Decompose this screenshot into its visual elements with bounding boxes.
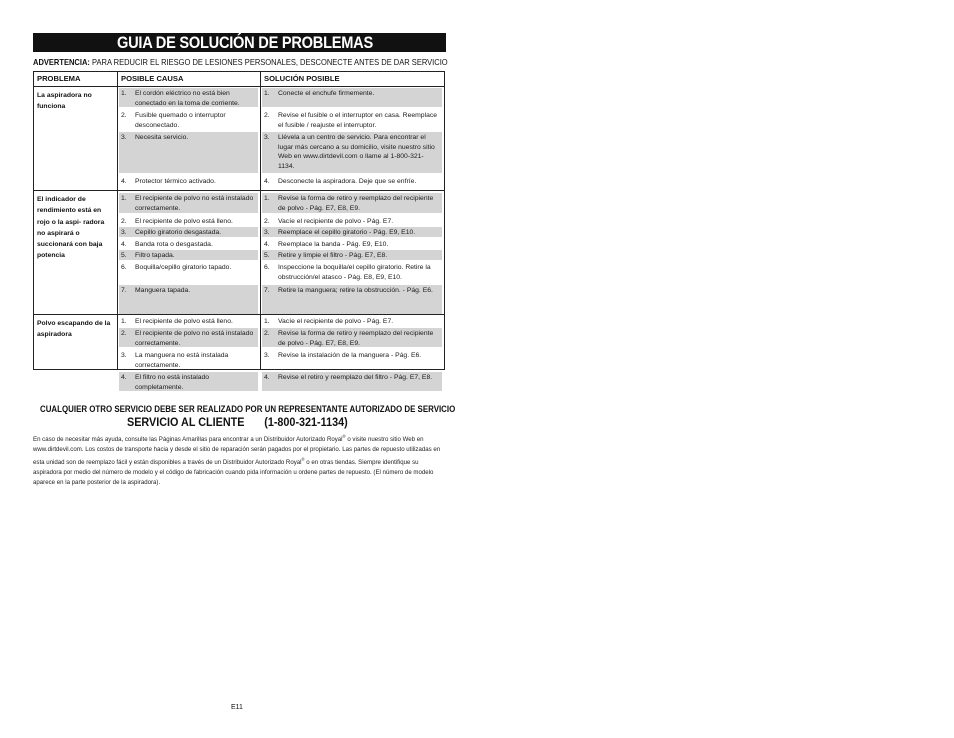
cause-cell [119, 372, 258, 391]
item-number: 1. [121, 90, 127, 97]
cause-cell [119, 193, 258, 213]
item-number: 1. [121, 318, 127, 325]
cause-text: Manguera tapada. [135, 287, 191, 294]
warning-label: ADVERTENCIA: [33, 58, 90, 67]
item-number: 1. [264, 90, 270, 97]
cause-cell [119, 132, 258, 173]
solution-text: Reemplace el cepillo giratorio - Pág. E9, E10. [278, 229, 416, 236]
cause-cell [119, 216, 258, 226]
solution-cell [262, 262, 442, 282]
service-notice: CUALQUIER OTRO SERVICIO DEBE SER REALIZADO POR UN REPRESENTANTE AUTORIZADO DE SERVICIO [40, 404, 456, 414]
cause-text: Boquilla/cepillo giratorio tapado. [135, 264, 232, 271]
cause-text: El recipiente de polvo no está instalado correctamente. [135, 195, 254, 212]
solution-text: Vacíe el recipiente de polvo - Pág. E7. [278, 218, 394, 225]
item-number: 2. [121, 218, 127, 225]
header-problem: PROBLEMA [37, 74, 81, 83]
page-title: GUIA DE SOLUCIÓN DE PROBLEMAS [117, 33, 373, 52]
solution-text: Revise la forma de retiro y reemplazo del recipiente de polvo - Pág. E7, E8, E9. [278, 330, 434, 347]
registered-mark: ® [301, 457, 305, 463]
service-paragraph-part-2: o visite nuestro sitio Web en www.dirtdevil.com. Los costos de transporte hacia y desde el sitio de reparación serán pagados por el propietario. Las partes de repuesto utilizadas en esta unidad son de reemplazo fácil y están disponibles a través de un Distribuidor Autorizado Royal [33, 436, 441, 467]
header-solution: SOLUCIÓN POSIBLE [264, 74, 340, 83]
solution-text: Inspeccione la boquilla/el cepillo giratorio. Retire la obstrucción/el atasco - Pág. E8, E9, E10. [278, 264, 431, 281]
problem-cell: El indicador de rendimiento está en rojo o la aspi- radora no aspirará o succionará con baja potencia [37, 196, 105, 260]
table-rule [34, 190, 444, 191]
item-number: 2. [264, 330, 270, 337]
item-number: 5. [264, 252, 270, 259]
solution-cell [262, 216, 442, 226]
cause-cell [119, 227, 258, 237]
table-rule [34, 314, 444, 315]
solution-cell [262, 285, 442, 314]
cause-cell [119, 328, 258, 347]
cause-text: El recipiente de polvo está lleno. [135, 218, 233, 225]
solution-text: Vacíe el recipiente de polvo - Pág. E7. [278, 318, 394, 325]
solution-cell [262, 110, 442, 129]
solution-text: Llévela a un centro de servicio. Para encontrar el lugar más cercano a su domicilio, visite nuestro sitio Web en www.dirtdevil.com o llame al 1-800-321-1134. [278, 134, 435, 170]
solution-cell [262, 239, 442, 249]
item-number: 1. [264, 318, 270, 325]
cause-cell [119, 239, 258, 249]
solution-cell [262, 372, 442, 391]
solution-cell [262, 132, 442, 173]
table-rule [260, 72, 261, 369]
solution-cell [262, 250, 442, 260]
customer-service-phone: (1-800-321-1134) [264, 415, 348, 429]
cause-text: Necesita servicio. [135, 134, 189, 141]
cause-cell [119, 285, 258, 314]
table-rule [117, 72, 118, 369]
item-number: 7. [121, 287, 127, 294]
item-number: 3. [121, 229, 127, 236]
service-paragraph-part-3: o en otras tiendas. Siempre identifique su aspiradora por medio del número de modelo y el código de fabricación cuando pida información u ordene partes de repuesto. (El número de modelo aparece en la parte posterior de la aspiradora). [33, 459, 434, 487]
cause-cell [119, 110, 258, 129]
item-number: 4. [121, 374, 127, 381]
item-number: 1. [264, 195, 270, 202]
customer-service [127, 415, 348, 429]
cause-text: Cepillo giratorio desgastada. [135, 229, 222, 236]
item-number: 4. [264, 178, 270, 185]
solution-text: Retire la manguera; retire la obstrucción. - Pág. E6. [278, 287, 433, 294]
solution-cell [262, 316, 442, 326]
solution-cell [262, 350, 442, 369]
title-bar [33, 33, 446, 52]
registered-mark: ® [342, 434, 346, 439]
item-number: 7. [264, 287, 270, 294]
cause-text: Protector térmico activado. [135, 178, 216, 185]
header-cause: POSIBLE CAUSA [121, 74, 184, 83]
cause-text: Fusible quemado o interruptor desconectado. [135, 112, 226, 129]
warning-line [33, 57, 448, 68]
solution-cell [262, 328, 442, 347]
cause-text: El filtro no está instalado completamente. [135, 374, 210, 391]
solution-text: Reemplace la banda - Pág. E9, E10. [278, 241, 389, 248]
service-paragraph [33, 432, 445, 488]
item-number: 3. [264, 134, 270, 141]
item-number: 2. [121, 330, 127, 337]
item-number: 3. [264, 352, 270, 359]
problem-cell: La aspiradora no funciona [37, 92, 92, 111]
solution-text: Revise la forma de retiro y reemplazo del recipiente de polvo - Pág. E7, E8, E9. [278, 195, 434, 212]
solution-cell [262, 88, 442, 107]
solution-cell [262, 227, 442, 237]
cause-cell [119, 250, 258, 260]
service-paragraph-part-1: En caso de necesitar más ayuda, consulte las Páginas Amarillas para encontrar a un Distribuidor Autorizado Royal [33, 436, 343, 444]
solution-cell [262, 193, 442, 213]
item-number: 2. [121, 112, 127, 119]
item-number: 4. [264, 374, 270, 381]
cause-cell [119, 262, 258, 282]
solution-text: Retire y limpie el filtro - Pág. E7, E8. [278, 252, 388, 259]
cause-text: Banda rota o desgastada. [135, 241, 213, 248]
item-number: 6. [121, 264, 127, 271]
item-number: 4. [264, 241, 270, 248]
item-number: 6. [264, 264, 270, 271]
solution-cell [262, 176, 442, 190]
item-number: 4. [121, 241, 127, 248]
item-number: 2. [264, 112, 270, 119]
item-number: 4. [121, 178, 127, 185]
cause-text: El recipiente de polvo está lleno. [135, 318, 233, 325]
cause-cell [119, 176, 258, 190]
cause-text: El cordón eléctrico no está bien conectado en la toma de corriente. [135, 90, 240, 107]
solution-text: Revise el retiro y reemplazo del filtro - Pág. E7, E8. [278, 374, 433, 381]
warning-text: PARA REDUCIR EL RIESGO DE LESIONES PERSONALES, DESCONECTE ANTES DE DAR SERVICIO [89, 58, 448, 67]
cause-text: Filtro tapada. [135, 252, 175, 259]
troubleshooting-table [33, 71, 445, 391]
item-number: 3. [121, 352, 127, 359]
cause-cell [119, 350, 258, 369]
item-number: 2. [264, 218, 270, 225]
cause-text: El recipiente de polvo no está instalado correctamente. [135, 330, 254, 347]
cause-cell [119, 316, 258, 326]
solution-text: Revise la instalación de la manguera - Pág. E6. [278, 352, 422, 359]
cause-cell [119, 88, 258, 107]
item-number: 3. [264, 229, 270, 236]
table-rule [34, 86, 444, 87]
solution-text: Conecte el enchufe firmemente. [278, 90, 375, 97]
problem-cell: Polvo escapando de la aspiradora [37, 320, 111, 339]
solution-text: Desconecte la aspiradora. Deje que se enfríe. [278, 178, 417, 185]
item-number: 1. [121, 195, 127, 202]
solution-text: Revise el fusible o el interruptor en casa. Reemplace el fusible / reajuste el interruptor. [278, 112, 438, 129]
customer-service-label: SERVICIO AL CLIENTE [127, 415, 245, 429]
cause-text: La manguera no está instalada correctamente. [135, 352, 229, 369]
item-number: 5. [121, 252, 127, 259]
item-number: 3. [121, 134, 127, 141]
page-number: E11 [231, 704, 243, 711]
